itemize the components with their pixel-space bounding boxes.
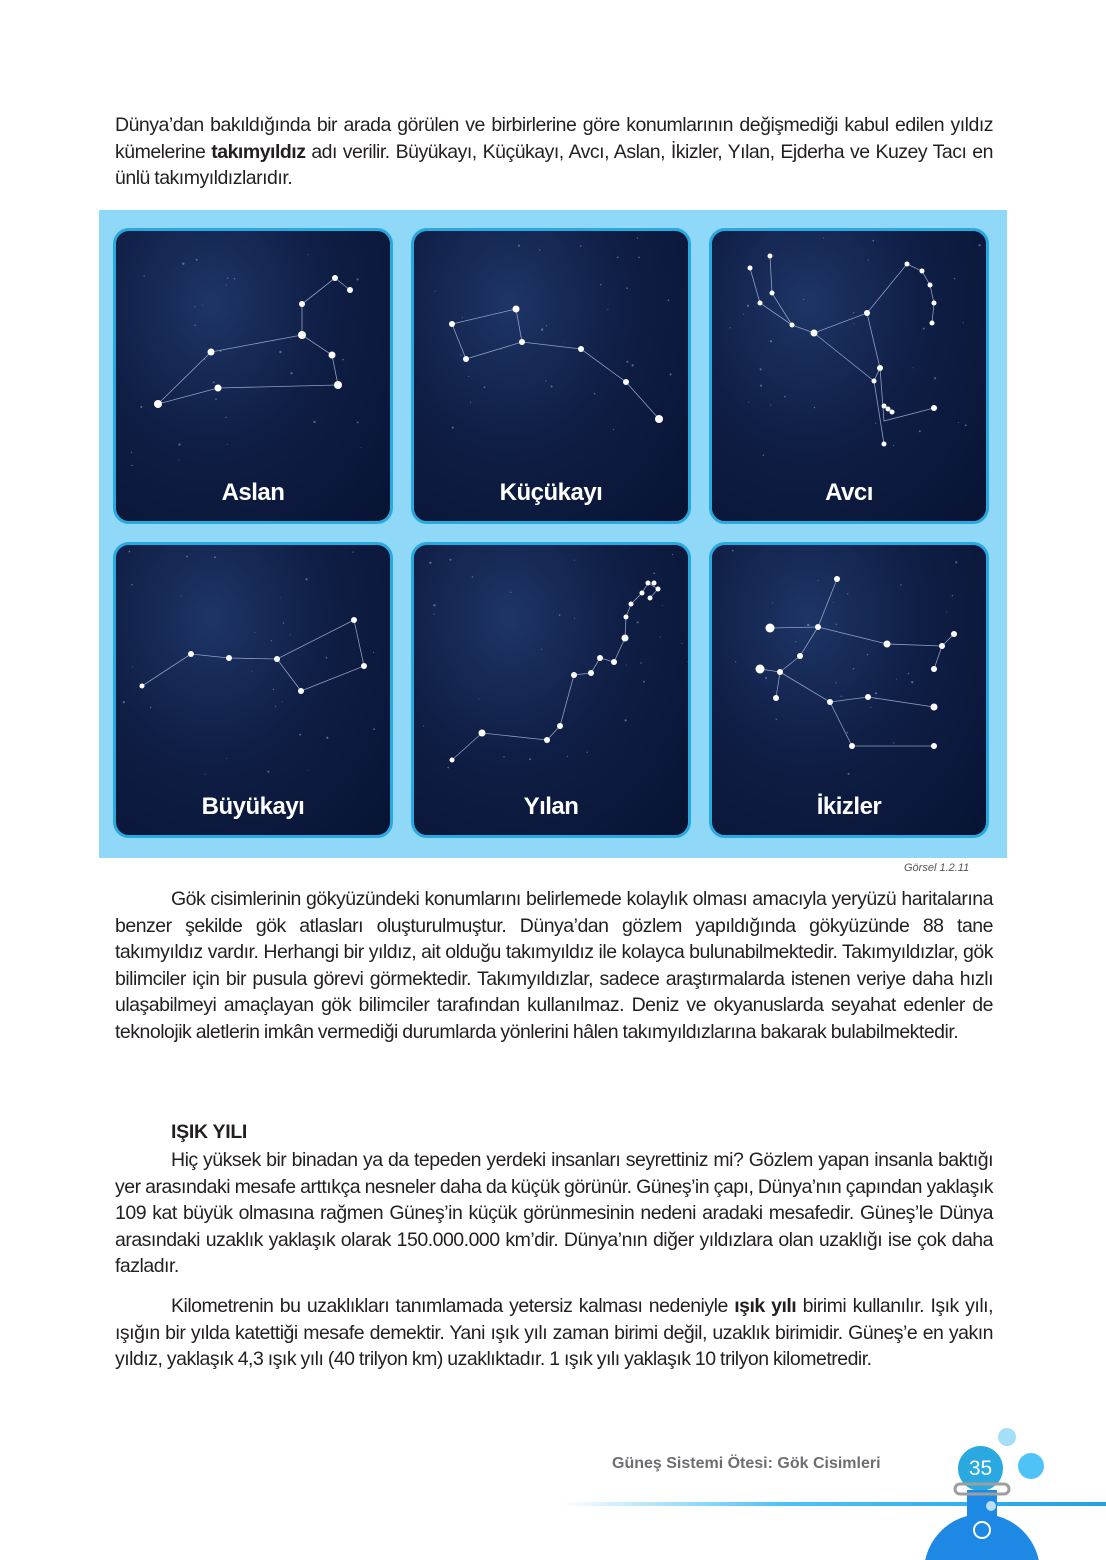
background-star — [770, 340, 772, 342]
background-star — [204, 774, 205, 775]
background-star — [913, 367, 914, 368]
background-star — [435, 291, 436, 292]
background-star — [784, 396, 786, 398]
background-star — [875, 692, 877, 694]
background-star — [923, 328, 925, 330]
background-star — [735, 661, 736, 662]
background-star — [452, 427, 454, 429]
background-star — [326, 657, 328, 659]
background-star — [868, 259, 869, 260]
background-star — [529, 758, 531, 760]
background-star — [140, 406, 142, 408]
background-star — [669, 373, 671, 375]
background-star — [662, 605, 663, 606]
figure-caption: Görsel 1.2.11 — [904, 862, 970, 874]
background-star — [594, 393, 596, 395]
background-star — [574, 560, 575, 561]
background-star — [357, 278, 359, 280]
background-star — [131, 584, 133, 586]
background-star — [434, 614, 435, 615]
background-star — [958, 422, 959, 423]
background-star — [275, 706, 276, 707]
background-star — [934, 377, 936, 379]
constellation-card-ikizler — [709, 542, 989, 838]
background-star — [460, 354, 462, 356]
background-star — [214, 556, 216, 558]
constellation-label-aslan: Aslan — [221, 479, 285, 506]
background-star — [763, 454, 764, 455]
background-star — [143, 275, 144, 276]
background-star — [352, 551, 353, 552]
background-star — [128, 551, 130, 553]
background-star — [361, 447, 362, 448]
background-star — [743, 314, 744, 315]
background-star — [226, 758, 227, 759]
background-star — [150, 707, 151, 708]
intro-paragraph — [115, 112, 993, 192]
background-star — [290, 372, 292, 374]
background-star — [468, 376, 469, 377]
background-star — [637, 621, 639, 623]
background-star — [326, 737, 328, 739]
constellation-card-kucukayi — [411, 228, 691, 524]
background-star — [181, 596, 182, 597]
background-star — [760, 385, 762, 387]
background-star — [908, 673, 910, 675]
background-star — [770, 405, 771, 406]
background-star — [234, 278, 236, 280]
background-star — [273, 689, 274, 690]
background-star — [668, 299, 670, 301]
background-star — [283, 622, 284, 623]
paragraph-3 — [115, 1293, 993, 1373]
intro-text-1: Dünya’dan bakıldığında bir arada görülen ve birbirlerine göre konumlarının değişmediği kabul edilen yıldız kümelerine — [115, 114, 993, 163]
footer-title: Güneş Sistemi Ötesi: Gök Cisimleri — [612, 1455, 881, 1472]
background-star — [559, 614, 561, 616]
background-star — [653, 573, 655, 575]
background-star — [772, 602, 773, 603]
background-star — [567, 756, 568, 757]
paragraph-3-bold-term: ışık yılı — [734, 1295, 797, 1317]
background-star — [952, 595, 953, 596]
background-star — [308, 254, 309, 255]
background-star — [853, 668, 855, 670]
background-star — [484, 386, 486, 388]
background-star — [946, 612, 947, 613]
background-star — [447, 767, 449, 769]
background-star — [963, 322, 964, 323]
background-star — [626, 361, 628, 363]
background-star — [875, 423, 876, 424]
background-star — [803, 299, 804, 300]
background-star — [123, 701, 125, 703]
background-star — [546, 325, 547, 326]
constellation-label-kucukayi: Küçükayı — [499, 479, 603, 506]
background-star — [194, 325, 196, 327]
background-star — [462, 317, 463, 318]
paragraph-1: Gök cisimlerinin gökyüzündeki konumlarını belirlemede kolaylık olması amacıyla yeryüzü haritalarına benzer şekilde gök atlasları oluşturulmuştur. Dünya’dan gözlem yapıldığında gökyüzünde 88 tane takımyıldız vardır. Herhangi bir yıldız, ait olduğu takımyıldız ile kolayca bulunabilmektedir. Takımyıldızlar, gök bilimciler için bir pusula görevi görmektedir. Takımyıldızlar, sadece araştırmalarda istenen veriye daha hızlı ulaşabilmeyi amaçlayan gök bilimciler tarafından kullanılmaz. Deniz ve okyanuslarda seyahat edenler de teknolojik aletlerin imkân vermediği durumlarda yönlerini hâlen takımyıldızlarına bakarak bulabilmektedir. — [115, 888, 993, 1043]
background-star — [660, 637, 661, 638]
background-star — [580, 245, 582, 247]
background-star — [835, 682, 836, 683]
background-star — [688, 661, 690, 663]
background-star — [955, 561, 957, 563]
background-star — [638, 256, 640, 258]
background-star — [896, 679, 897, 680]
background-star — [131, 452, 132, 453]
decor-bubble-small — [998, 1428, 1016, 1446]
background-star — [225, 417, 226, 418]
background-star — [182, 263, 184, 265]
background-star — [472, 576, 474, 578]
constellation-label-ikizler: İkizler — [816, 793, 882, 820]
intro-bold-term: takımyıldız — [211, 140, 306, 163]
background-star — [518, 245, 520, 247]
background-star — [131, 465, 132, 466]
background-star — [672, 554, 673, 555]
background-star — [280, 598, 281, 599]
background-star — [867, 654, 868, 655]
background-star — [299, 734, 301, 736]
background-star — [919, 430, 921, 432]
background-star — [681, 643, 682, 644]
background-star — [178, 460, 179, 461]
background-star — [624, 719, 626, 721]
background-star — [732, 550, 734, 552]
background-star — [893, 742, 894, 743]
background-star — [254, 632, 255, 633]
constellation-label-yilan: Yılan — [523, 793, 579, 820]
background-star — [503, 756, 504, 757]
background-star — [470, 402, 471, 403]
background-star — [213, 381, 215, 383]
background-star — [637, 237, 639, 239]
background-star — [776, 719, 777, 720]
background-star — [840, 696, 841, 697]
background-star — [643, 681, 645, 683]
page-number: 35 — [958, 1446, 1003, 1491]
paragraph-3-text-1: Kilometrenin bu uzaklıkları tanımlamada yetersiz kalması nedeniyle — [171, 1295, 735, 1317]
constellation-label-avci: Avcı — [825, 479, 873, 506]
background-star — [818, 580, 819, 581]
background-star — [613, 429, 614, 430]
background-star — [307, 770, 308, 771]
background-star — [279, 351, 281, 353]
background-star — [600, 284, 601, 285]
constellation-card-buyukayi — [113, 542, 393, 838]
background-star — [853, 323, 854, 324]
background-star — [196, 259, 198, 261]
background-star — [765, 677, 767, 679]
background-star — [795, 641, 796, 642]
background-star — [631, 364, 633, 366]
background-star — [510, 592, 511, 593]
background-star — [814, 407, 815, 408]
background-star — [429, 562, 431, 564]
background-star — [870, 707, 871, 708]
background-star — [271, 640, 272, 641]
background-star — [227, 444, 228, 445]
background-star — [282, 701, 283, 702]
constellation-label-buyukayi: Büyükayı — [201, 793, 305, 820]
background-star — [747, 305, 749, 307]
background-star — [833, 602, 834, 603]
background-star — [900, 584, 901, 585]
paragraph-3-text-2: birimi kullanılır. Işık yılı, ışığın bir yılda katettiği mesafe demektir. Yani ışık yılı zaman birimi değil, uzaklık birimidir. Güneş’e en yakın yıldız, yaklaşık 4,3 ışık yılı (40 trilyon km) uzaklıktadır. 1 ışık yılı yaklaşık 10 trilyon kilometredir. — [115, 1295, 994, 1370]
background-star — [541, 328, 543, 330]
background-star — [373, 652, 374, 653]
background-star — [965, 424, 967, 426]
background-star — [373, 728, 375, 730]
background-star — [251, 671, 252, 672]
background-star — [539, 249, 540, 250]
background-star — [617, 257, 619, 259]
constellation-card-aslan — [113, 228, 393, 524]
background-star — [357, 421, 359, 423]
intro-text-2: adı verilir. Büyükayı, Küçükayı, Avcı, Aslan, İkizler, Yılan, Ejderha ve Kuzey Tacı en ünlü takımyıldızlarıdır. — [115, 140, 993, 189]
flask-icon — [915, 1476, 1055, 1560]
background-star — [954, 278, 956, 280]
background-star — [313, 421, 315, 423]
background-star — [911, 681, 913, 683]
background-star — [626, 665, 627, 666]
background-star — [132, 666, 133, 667]
paragraph-2: Hiç yüksek bir binadan ya da tepeden yerdeki insanları seyrettiniz mi? Gözlem yapan insanla baktığı yer arasındaki mesafe arttıkça nesneler daha da küçük görünür. Güneş’in çapı, Dünya’nın çapından yaklaşık 109 kat büyük olmasına rağmen Güneş’in küçük görünmesinin nedeni aradaki mesafedir. Güneş’le Dünya arasındaki uzaklık yaklaşık olarak 150.000.000 km’dir. Dünya’nın diğer yıldızlara olan uzaklığı ise çok daha fazladır. — [115, 1149, 993, 1277]
background-star — [872, 240, 874, 242]
background-star — [760, 368, 762, 370]
background-star — [847, 732, 849, 734]
background-star — [836, 624, 837, 625]
background-star — [267, 771, 269, 773]
background-star — [478, 699, 479, 700]
background-star — [342, 359, 343, 360]
background-star — [847, 593, 848, 594]
background-star — [607, 309, 608, 310]
background-star — [564, 342, 565, 343]
background-star — [423, 726, 424, 727]
background-star — [848, 773, 850, 775]
background-star — [186, 556, 188, 558]
section-heading: IŞIK YILI — [171, 1121, 248, 1143]
background-star — [893, 445, 894, 446]
background-star — [202, 305, 203, 306]
background-star — [226, 285, 227, 286]
background-star — [194, 306, 195, 307]
background-star — [178, 443, 180, 445]
background-star — [626, 287, 628, 289]
background-star — [729, 327, 730, 328]
background-star — [290, 634, 291, 635]
background-star — [586, 752, 587, 753]
background-star — [551, 385, 553, 387]
background-star — [545, 380, 546, 381]
background-star — [449, 559, 451, 561]
background-star — [433, 604, 435, 606]
background-star — [853, 312, 854, 313]
constellation-card-avci — [709, 228, 989, 524]
constellation-card-yilan — [411, 542, 691, 838]
background-star — [305, 578, 307, 580]
background-star — [748, 402, 749, 403]
background-star — [541, 649, 542, 650]
background-star — [823, 238, 824, 239]
background-star — [978, 244, 980, 246]
background-star — [215, 398, 217, 400]
background-star — [574, 618, 575, 619]
background-star — [807, 624, 809, 626]
background-star — [227, 277, 229, 279]
background-star — [640, 662, 641, 663]
